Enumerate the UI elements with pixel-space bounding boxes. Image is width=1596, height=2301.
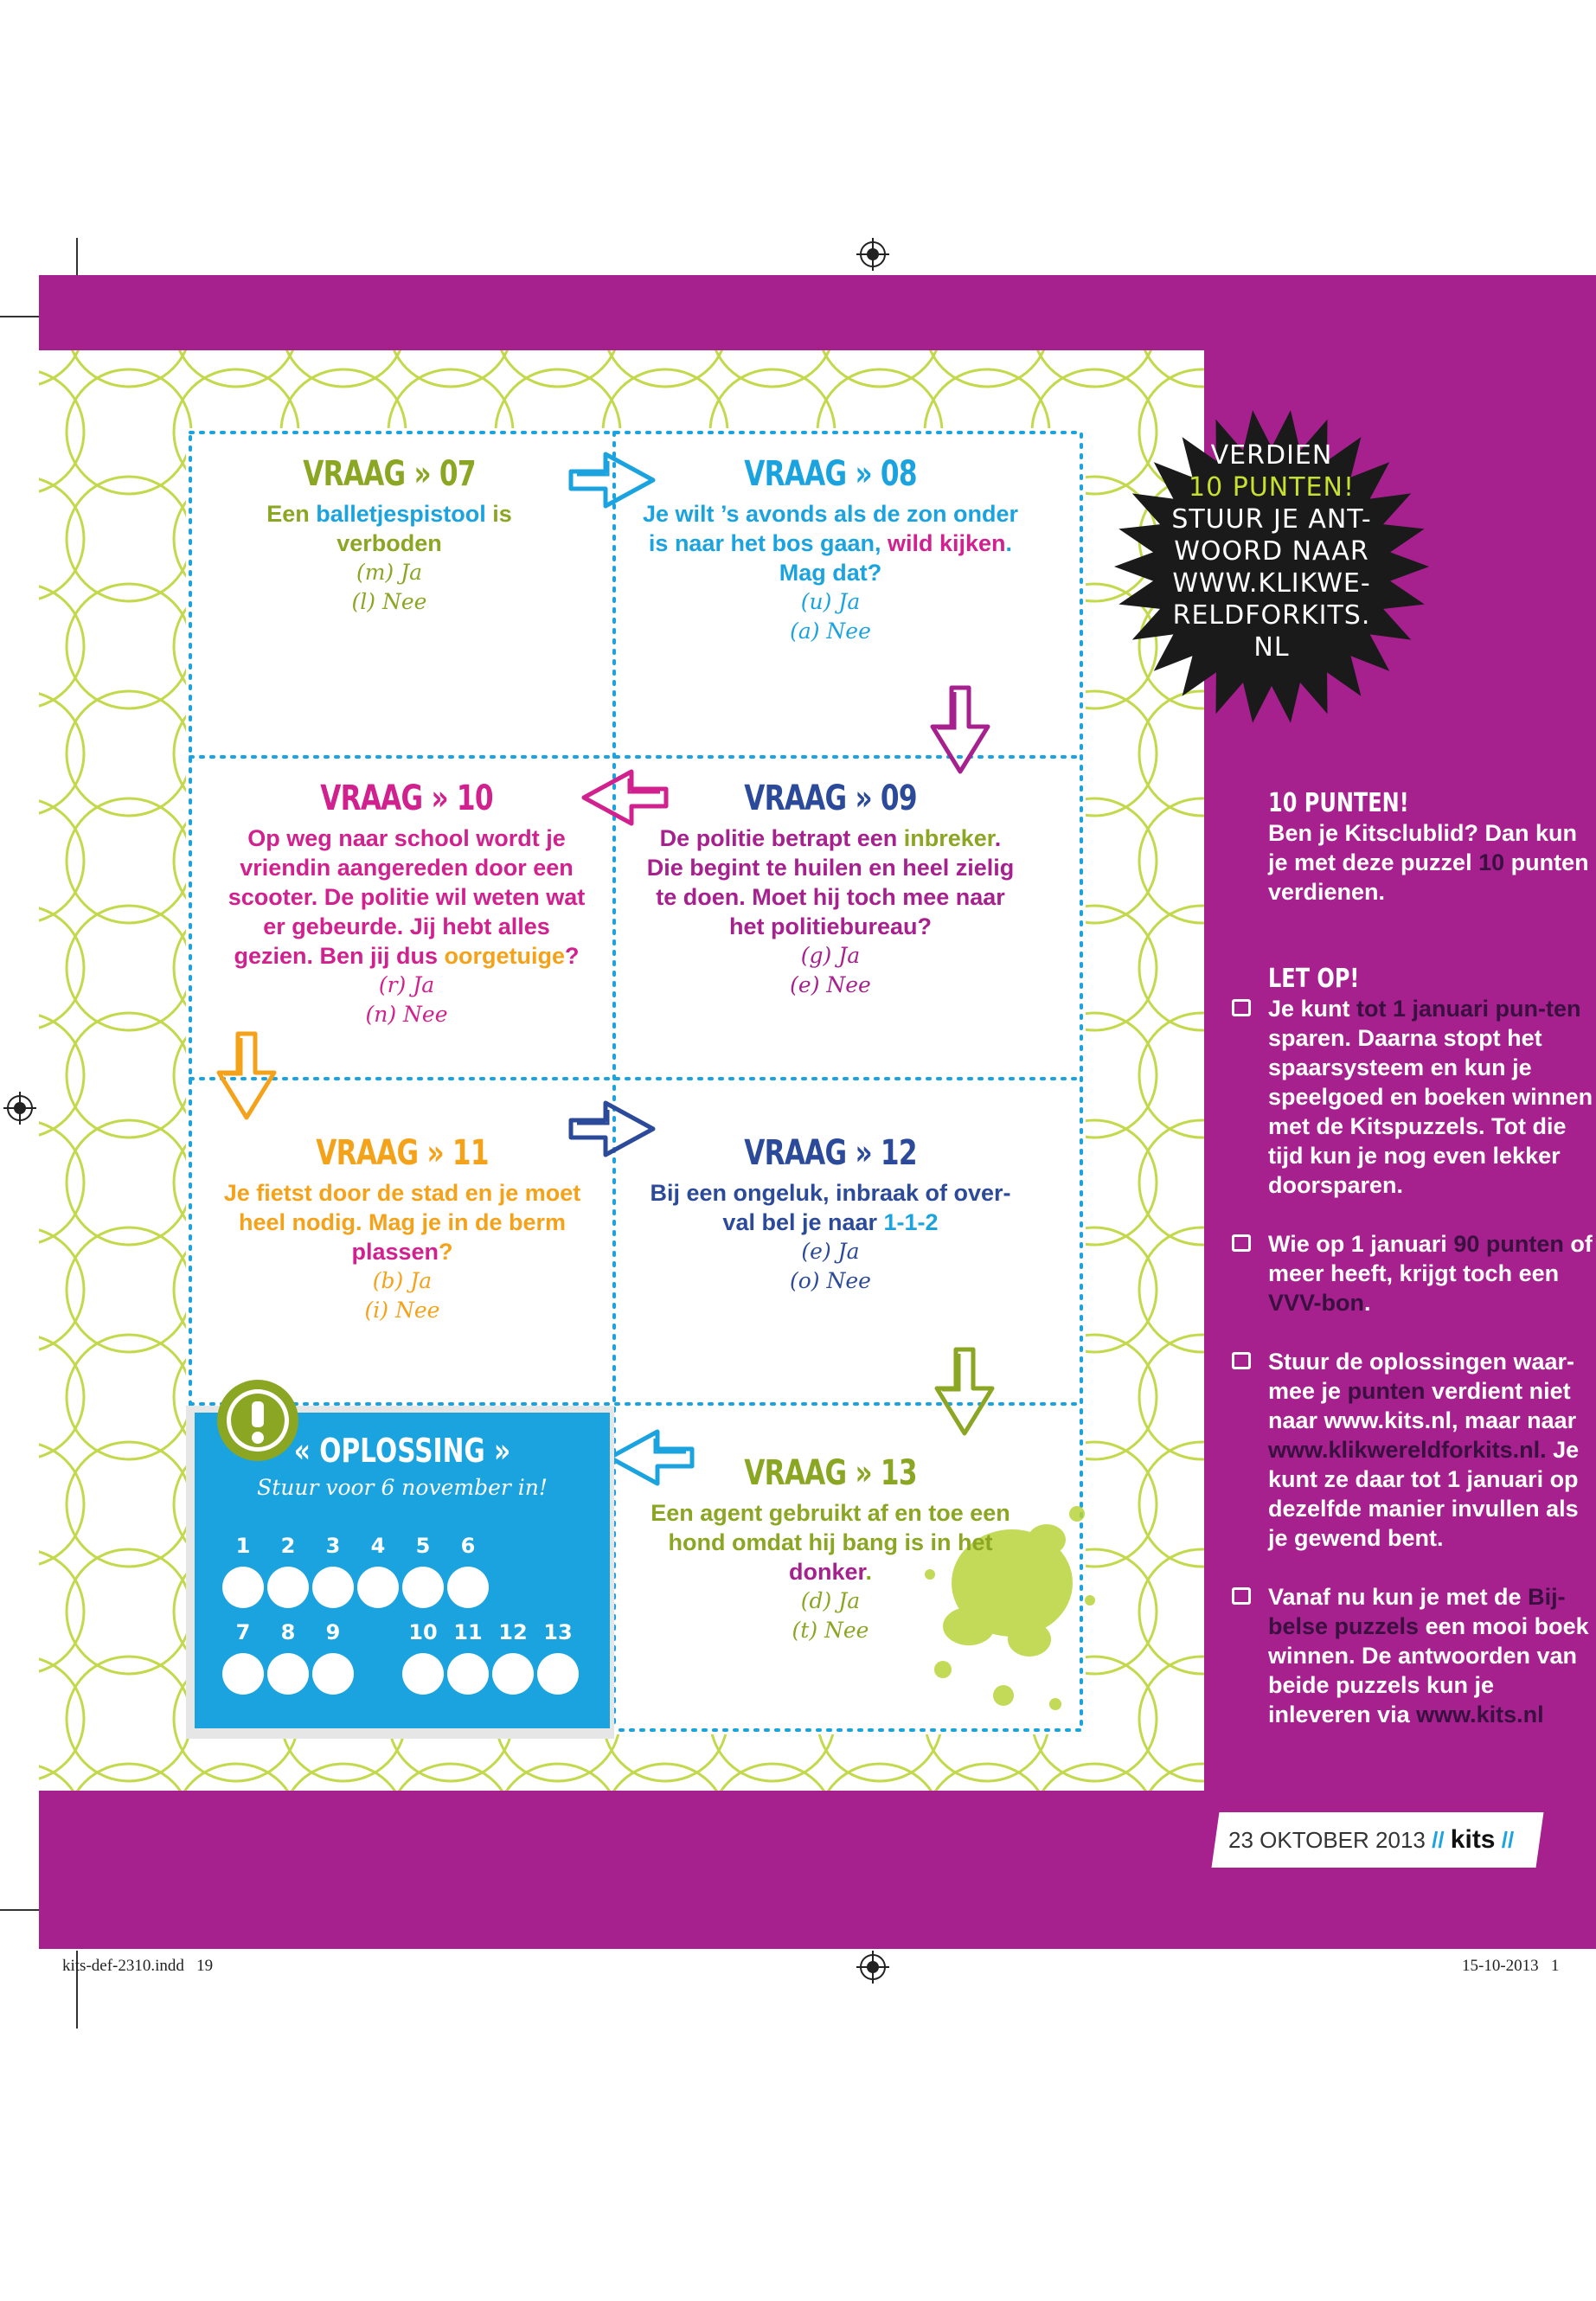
checkbox-icon bbox=[1232, 999, 1251, 1016]
answer-number: 2 bbox=[280, 1534, 296, 1558]
answer-number: 5 bbox=[415, 1534, 431, 1558]
question-text: Een agent gebruikt af en toe een hond omdat hij bang is in het donker. bbox=[651, 1500, 1010, 1585]
registration-mark bbox=[856, 1951, 889, 1984]
checkbox-icon bbox=[1232, 1587, 1251, 1605]
brand-logo: kits bbox=[1450, 1825, 1496, 1854]
oplossing-subtitle: Stuur voor 6 november in! bbox=[257, 1475, 548, 1500]
question-title: VRAAG » 07 bbox=[303, 454, 476, 494]
oplossing-title: « OPLOSSING » bbox=[293, 1432, 511, 1470]
checkbox-icon bbox=[1232, 1234, 1251, 1252]
question-12 bbox=[640, 1133, 1021, 1296]
answer-option-yes[interactable]: (r) Ja bbox=[378, 972, 435, 997]
answer-option-no[interactable]: (l) Nee bbox=[351, 589, 427, 614]
answer-circle[interactable] bbox=[267, 1653, 309, 1695]
exclamation-icon bbox=[215, 1377, 301, 1464]
arrow-down-icon bbox=[930, 1345, 999, 1440]
answer-circle[interactable] bbox=[222, 1567, 264, 1608]
question-09 bbox=[640, 779, 1021, 1000]
answer-circle[interactable] bbox=[312, 1653, 354, 1695]
answer-circle[interactable] bbox=[402, 1567, 444, 1608]
sidebar-bullet: Wie op 1 januari 90 punten of meer heeft, krijgt toch een VVV-bon. bbox=[1268, 1229, 1596, 1317]
answer-number: 11 bbox=[453, 1620, 483, 1644]
answer-number: 7 bbox=[235, 1620, 251, 1644]
date-tag-text bbox=[1228, 1825, 1548, 1855]
question-text: Op weg naar school wordt je vriendin aangereden door een scooter. De politie wil weten wat er gebeurde. Jij hebt alles gezien. Ben jij dus oorgetuige? bbox=[228, 825, 586, 969]
sidebar-heading: 10 PUNTEN! bbox=[1268, 788, 1409, 818]
question-13 bbox=[640, 1453, 1021, 1645]
answer-circle[interactable] bbox=[447, 1653, 489, 1695]
registration-mark bbox=[856, 238, 889, 271]
separator: // bbox=[1501, 1827, 1515, 1853]
separator: // bbox=[1432, 1827, 1445, 1853]
answer-number: 3 bbox=[325, 1534, 341, 1558]
starburst-line: STUUR JE ANT- bbox=[1171, 504, 1372, 535]
answer-circle[interactable] bbox=[222, 1653, 264, 1695]
answer-circle[interactable] bbox=[447, 1567, 489, 1608]
question-title: VRAAG » 11 bbox=[316, 1133, 489, 1173]
question-text: Bij een ongeluk, inbraak of over-val bel je naar 1-1-2 bbox=[650, 1180, 1011, 1235]
answer-circle[interactable] bbox=[312, 1567, 354, 1608]
starburst-line: RELDFORKITS. bbox=[1172, 600, 1371, 631]
question-text: De politie betrapt een inbreker. Die begint te huilen en heel zielig te doen. Moet hij toch mee naar het politiebureau? bbox=[646, 825, 1015, 939]
answer-option-no[interactable]: (n) Nee bbox=[365, 1002, 448, 1027]
question-08 bbox=[640, 454, 1021, 646]
sidebar-paragraph: Ben je Kitsclublid? Dan kun je met deze puzzel 10 punten verdienen. bbox=[1268, 820, 1589, 905]
answer-circle[interactable] bbox=[357, 1567, 399, 1608]
sidebar-points bbox=[1268, 789, 1596, 907]
answer-circle[interactable] bbox=[537, 1653, 579, 1695]
sidebar-bullet: Je kunt tot 1 januari pun-ten sparen. Daarna stopt het spaarsysteem en kun je speelgoed en boeken winnen met de Kitspuzzels. Tot die tijd kun je nog even lekker doorsparen. bbox=[1268, 994, 1596, 1200]
answer-number: 12 bbox=[498, 1620, 528, 1644]
question-10 bbox=[225, 779, 588, 1029]
answer-option-yes[interactable]: (e) Ja bbox=[801, 1239, 860, 1264]
answer-option-yes[interactable]: (g) Ja bbox=[800, 943, 861, 968]
question-title: VRAAG » 13 bbox=[744, 1453, 917, 1493]
starburst-line: WOORD NAAR bbox=[1174, 536, 1369, 567]
question-text: Je fietst door de stad en je moet heel nodig. Mag je in de berm plassen? bbox=[223, 1180, 581, 1265]
question-text: Je wilt ’s avonds als de zon onder is naar het bos gaan, wild kijken. Mag dat? bbox=[642, 501, 1019, 586]
answer-number: 8 bbox=[280, 1620, 296, 1644]
print-slug-file: kits-def-2310.indd 19 bbox=[62, 1957, 214, 1975]
starburst-text bbox=[1133, 439, 1410, 663]
sidebar-bullet: Stuur de oplossingen waar-mee je punten verdient niet naar www.kits.nl, maar naar www.klikwereldforkits.nl. Je kunt ze daar tot 1 januari op dezelfde manier invullen als je gewend bent. bbox=[1268, 1347, 1596, 1553]
answer-circle[interactable] bbox=[402, 1653, 444, 1695]
question-title: VRAAG » 08 bbox=[744, 454, 917, 494]
answer-option-yes[interactable]: (b) Ja bbox=[372, 1268, 433, 1293]
answer-option-no[interactable]: (i) Nee bbox=[364, 1298, 440, 1323]
answer-number: 9 bbox=[325, 1620, 341, 1644]
print-slug-date: 15-10-2013 1 bbox=[1462, 1957, 1560, 1975]
issue-date: 23 OKTOBER 2013 bbox=[1228, 1827, 1426, 1853]
starburst-line: VERDIEN bbox=[1210, 440, 1333, 471]
answer-option-no[interactable]: (a) Nee bbox=[790, 619, 871, 644]
answer-option-yes[interactable]: (m) Ja bbox=[356, 560, 423, 585]
question-text: Een balletjespistool is verboden bbox=[266, 501, 512, 556]
answer-number: 6 bbox=[460, 1534, 476, 1558]
answer-option-yes[interactable]: (u) Ja bbox=[800, 589, 861, 614]
registration-mark bbox=[3, 1092, 36, 1125]
arrow-down-icon bbox=[212, 1029, 281, 1125]
sidebar-bullet: Vanaf nu kun je met de Bij-belse puzzels een mooi boek winnen. De antwoorden van beide puzzels kun je inleveren via www.kits.nl bbox=[1268, 1582, 1596, 1729]
starburst-line: NL bbox=[1253, 632, 1290, 663]
sidebar-note bbox=[1268, 965, 1596, 1759]
question-07 bbox=[216, 454, 562, 617]
answer-number: 1 bbox=[235, 1534, 251, 1558]
question-title: VRAAG » 12 bbox=[744, 1133, 917, 1173]
question-title: VRAAG » 10 bbox=[320, 779, 493, 818]
answer-number: 10 bbox=[408, 1620, 438, 1644]
arrow-down-icon bbox=[926, 683, 995, 779]
answer-circle[interactable] bbox=[267, 1567, 309, 1608]
starburst-line: WWW.KLIKWE- bbox=[1172, 568, 1371, 599]
question-title: VRAAG » 09 bbox=[744, 779, 917, 818]
answer-option-no[interactable]: (e) Nee bbox=[790, 972, 871, 997]
sidebar-heading: LET OP! bbox=[1268, 964, 1360, 994]
question-11 bbox=[221, 1133, 584, 1325]
answer-number: 13 bbox=[543, 1620, 573, 1644]
answer-option-no[interactable]: (o) Nee bbox=[790, 1268, 871, 1293]
starburst-line-highlight: 10 PUNTEN! bbox=[1189, 472, 1355, 503]
answer-circle[interactable] bbox=[492, 1653, 534, 1695]
answer-number: 4 bbox=[370, 1534, 386, 1558]
checkbox-icon bbox=[1232, 1352, 1251, 1369]
answer-option-yes[interactable]: (d) Ja bbox=[800, 1588, 861, 1613]
answer-option-no[interactable]: (t) Nee bbox=[792, 1618, 869, 1643]
